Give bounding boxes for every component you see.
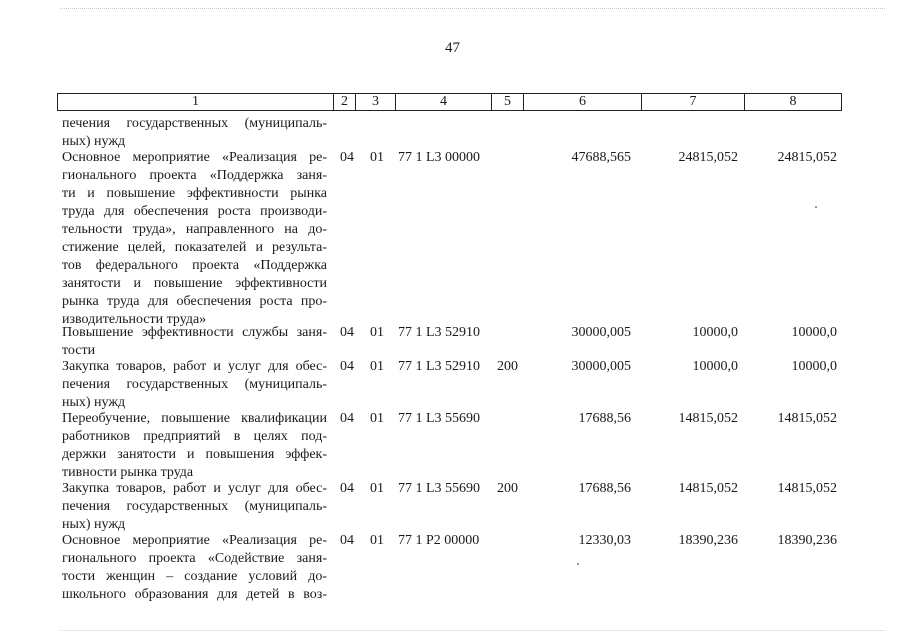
row-amount-col6: 17688,56 [578, 411, 631, 426]
row-section: 04 [340, 150, 354, 165]
text-line: печения государственных (муниципаль- [62, 116, 327, 131]
row-section: 04 [340, 533, 354, 548]
text-line: стижение целей, показателей и результа- [62, 240, 327, 255]
row-section: 04 [340, 325, 354, 340]
row-amount-col6: 30000,005 [571, 359, 631, 374]
text-line: Закупка товаров, работ и услуг для обес- [62, 359, 327, 374]
row-amount-col8: 24815,052 [777, 150, 837, 165]
text-line: труда для обеспечения роста производи- [62, 204, 327, 219]
row-amount-col8: 18390,236 [777, 533, 837, 548]
row-amount-col6: 47688,565 [571, 150, 631, 165]
continuation-text [62, 115, 327, 151]
row-amount-col7: 14815,052 [678, 481, 738, 496]
row-section: 04 [340, 481, 354, 496]
row-target-code: 77 1 L3 00000 [398, 150, 481, 165]
text-line: школьного образования для детей в воз- [62, 587, 327, 602]
row-target-code: 77 1 L3 52910 [398, 359, 481, 374]
row-subsection: 01 [370, 359, 384, 374]
header-col-6: 6 [524, 94, 642, 110]
row-amount-col8: 10000,0 [791, 325, 837, 340]
row-target-code: 77 1 L3 55690 [398, 411, 481, 426]
row-amount-col6: 17688,56 [578, 481, 631, 496]
row-subsection: 01 [370, 411, 384, 426]
page-number: 47 [445, 40, 460, 56]
scan-speck [577, 563, 579, 565]
header-col-1: 1 [58, 94, 334, 110]
row-amount-col8: 14815,052 [777, 411, 837, 426]
row-amount-col7: 18390,236 [678, 533, 738, 548]
text-line: тивности рынка труда [62, 465, 194, 480]
text-line: ных) нужд [62, 395, 126, 410]
row-expense-type: 200 [497, 481, 518, 496]
row-amount-col7: 14815,052 [678, 411, 738, 426]
row-description [62, 480, 327, 534]
row-subsection: 01 [370, 325, 384, 340]
text-line: Основное мероприятие «Реализация ре- [62, 533, 327, 548]
text-line: Повышение эффективности службы заня- [62, 325, 327, 340]
text-line: работников предприятий в целях под- [62, 429, 327, 444]
text-line: рынка труда для обеспечения роста про- [62, 294, 327, 309]
text-line: тов федерального проекта «Поддержка [62, 258, 327, 273]
row-description [62, 149, 327, 329]
text-line: изводительности труда» [62, 312, 207, 327]
text-line: тости [62, 343, 96, 358]
scan-speck [815, 206, 817, 208]
header-col-8: 8 [789, 94, 797, 109]
header-col-7: 7 [642, 94, 745, 110]
row-description [62, 410, 327, 482]
text-line: тельности труда», направленного на до- [62, 222, 327, 237]
row-section: 04 [340, 411, 354, 426]
text-line: печения государственных (муниципаль- [62, 377, 327, 392]
row-subsection: 01 [370, 481, 384, 496]
header-col-5: 5 [492, 94, 524, 110]
row-section: 04 [340, 359, 354, 374]
row-subsection: 01 [370, 533, 384, 548]
row-expense-type: 200 [497, 359, 518, 374]
scan-edge-top [60, 8, 885, 9]
text-line: занятости и повышение эффективности [62, 276, 327, 291]
scan-edge-bottom [60, 630, 885, 631]
row-amount-col7: 10000,0 [692, 325, 738, 340]
table-header-row [57, 93, 842, 111]
text-line: Закупка товаров, работ и услуг для обес- [62, 481, 327, 496]
text-line: Переобучение, повышение квалификации [62, 411, 327, 426]
text-line: печения государственных (муниципаль- [62, 499, 327, 514]
header-col-3: 3 [356, 94, 396, 110]
row-amount-col8: 10000,0 [791, 359, 837, 374]
row-description [62, 324, 327, 360]
row-target-code: 77 1 L3 55690 [398, 481, 481, 496]
header-col-2: 2 [334, 94, 356, 110]
text-line: тости женщин – создание условий до- [62, 569, 327, 584]
row-amount-col6: 30000,005 [571, 325, 631, 340]
row-amount-col6: 12330,03 [578, 533, 631, 548]
row-subsection: 01 [370, 150, 384, 165]
row-description [62, 358, 327, 412]
row-target-code: 77 1 L3 52910 [398, 325, 481, 340]
text-line: ти и повышение эффективности рынка [62, 186, 327, 201]
text-line: гионального проекта «Поддержка заня- [62, 168, 327, 183]
text-line: держки занятости и повышения эффек- [62, 447, 327, 462]
row-amount-col7: 10000,0 [692, 359, 738, 374]
row-target-code: 77 1 P2 00000 [398, 533, 480, 548]
text-line: гионального проекта «Содействие заня- [62, 551, 327, 566]
text-line: ных) нужд [62, 517, 126, 532]
text-line: Основное мероприятие «Реализация ре- [62, 150, 327, 165]
header-col-4: 4 [396, 94, 492, 110]
row-amount-col7: 24815,052 [678, 150, 738, 165]
text-line: ных) нужд [62, 134, 126, 149]
row-amount-col8: 14815,052 [777, 481, 837, 496]
row-description [62, 532, 327, 604]
